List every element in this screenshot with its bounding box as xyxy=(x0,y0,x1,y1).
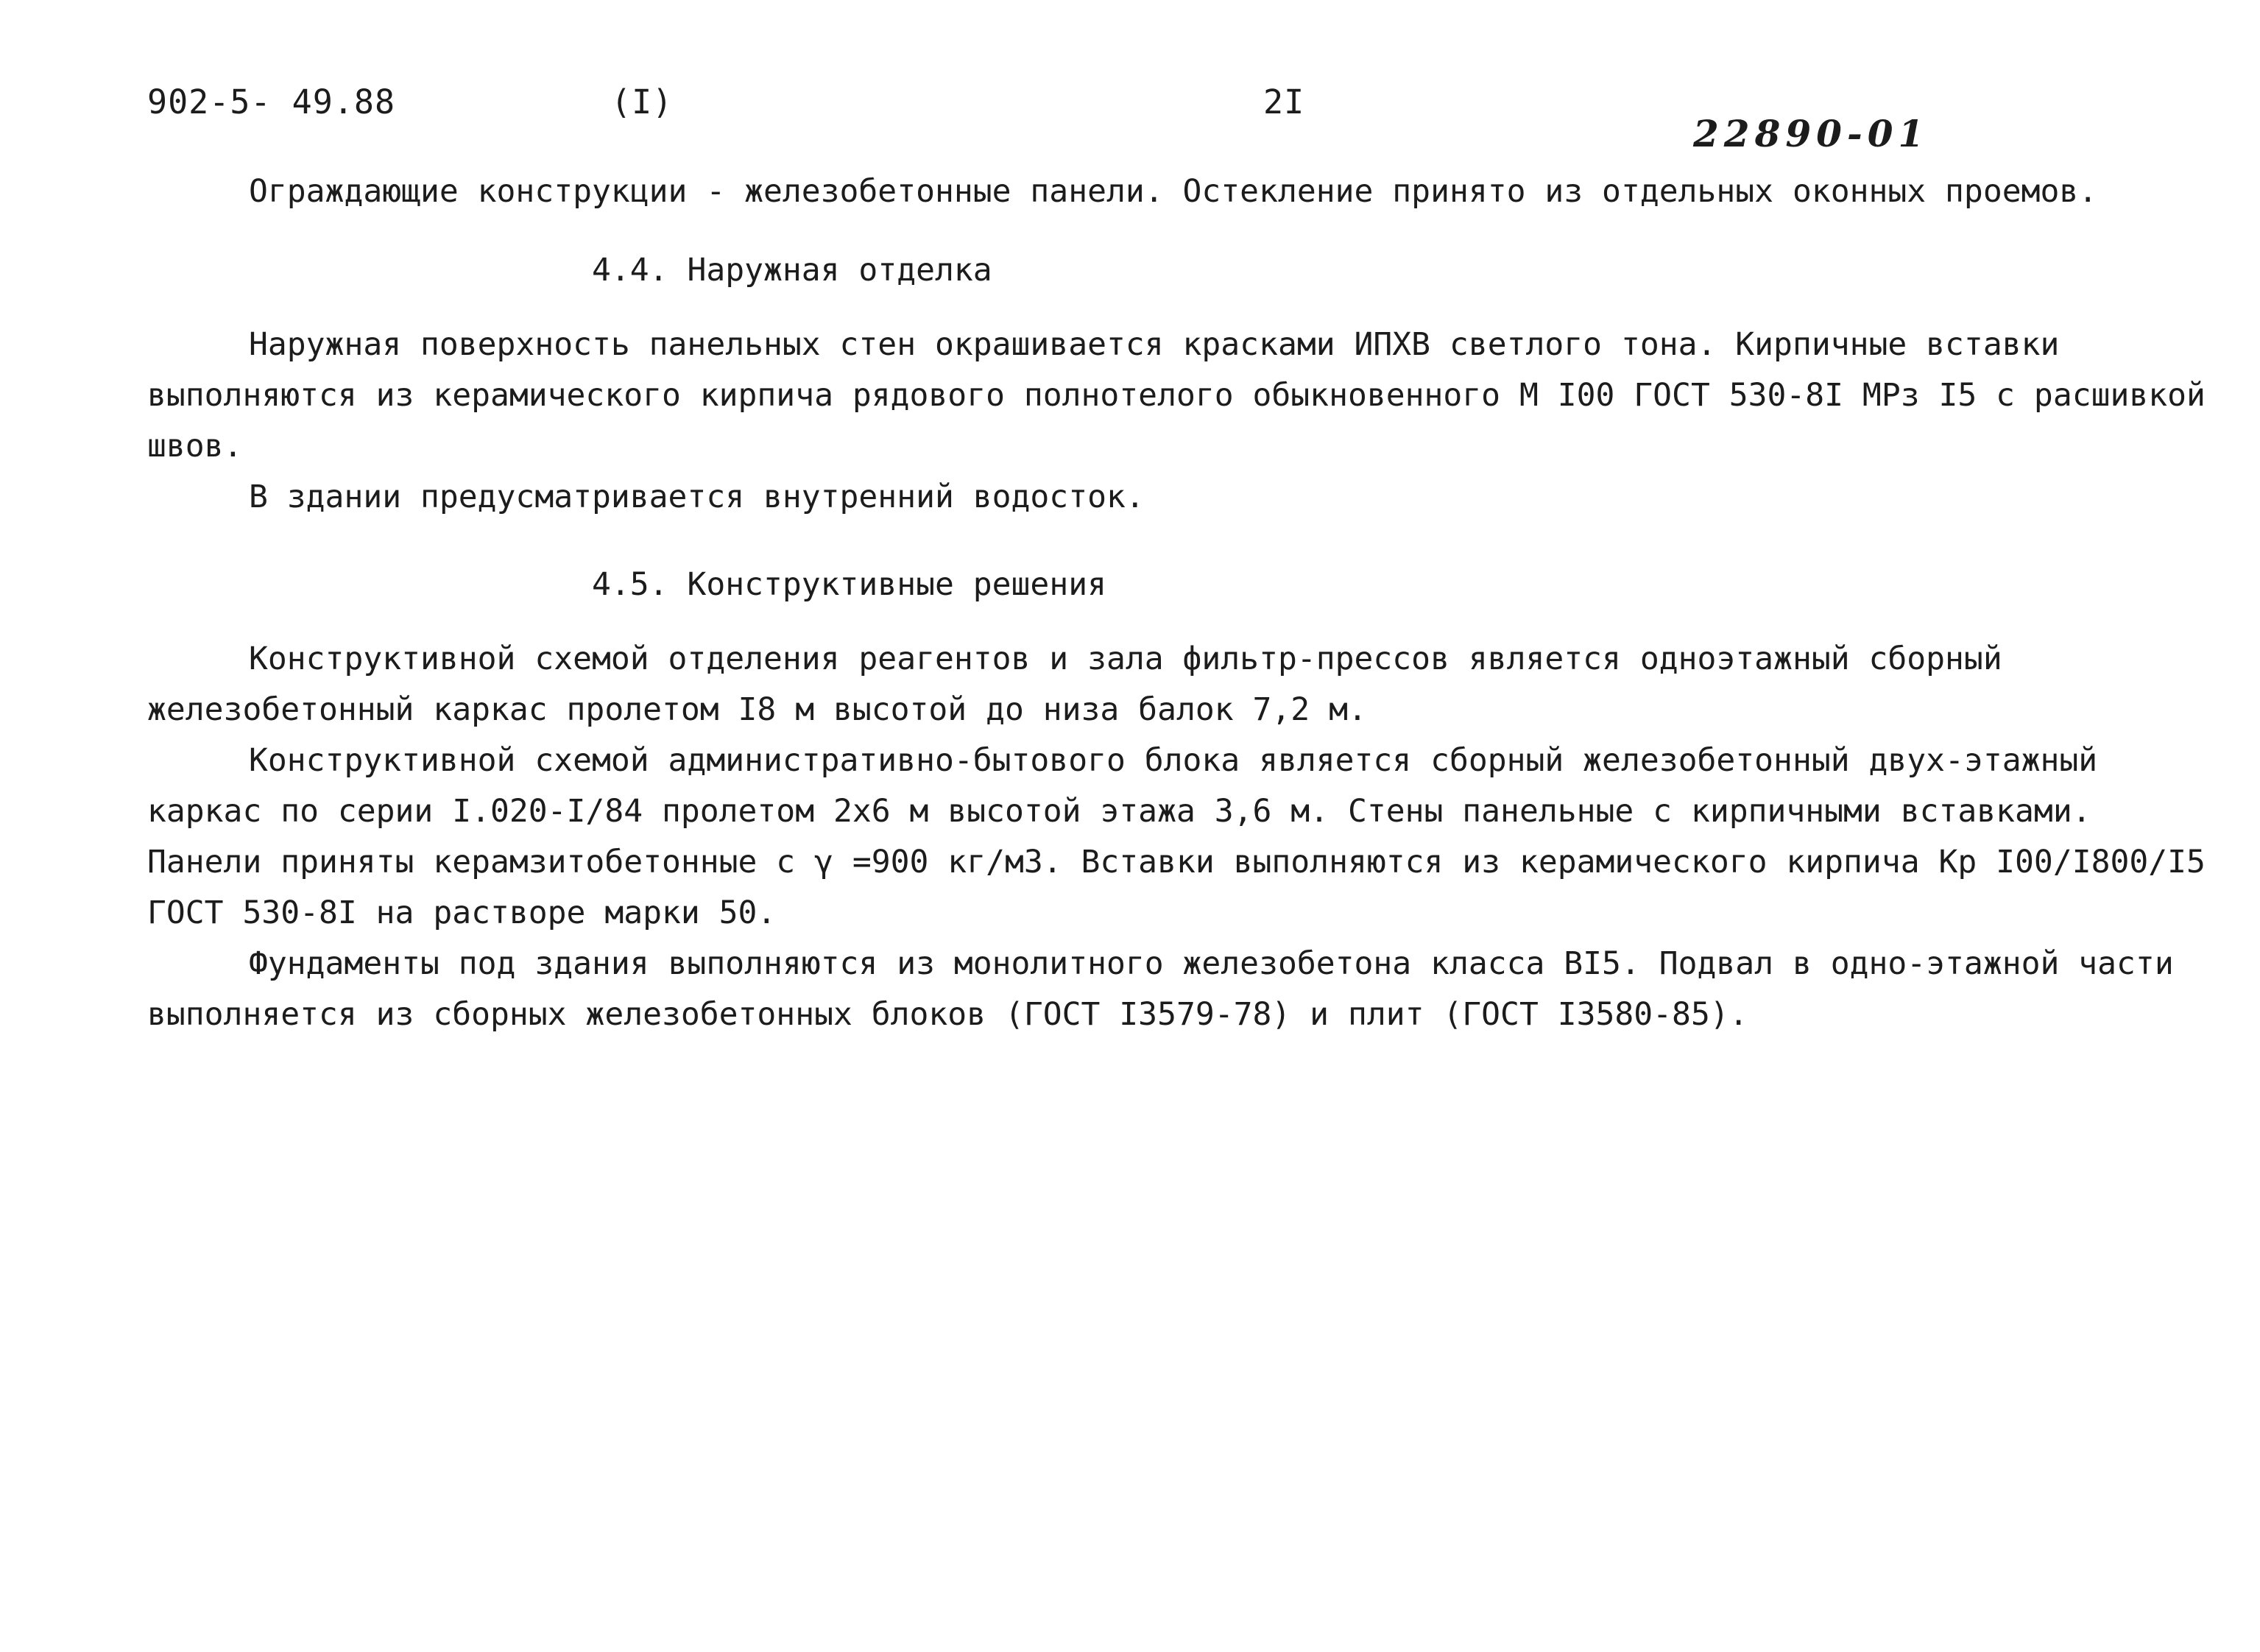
paragraph-4-5-3: Фундаменты под здания выполняются из монолитного железобетона класса ВI5. Подвал в одно-этажной части выполняется из сборных железобетонных блоков (ГОСТ I3579-78) и плит (ГОСТ I3580-85). xyxy=(147,945,2174,1033)
paragraph-4-5-2: Конструктивной схемой административно-бытового блока является сборный железобетонный двух-этажный каркас по серии I.020-I/84 пролетом 2х6 м высотой этажа 3,6 м. Стены панельные с кирпичными вставками. Панели приняты керамзитобетонные с γ =900 кг/м3. Вставки выполняются из керамического кирпича Кр I00/I800/I5 ГОСТ 530-8I на растворе марки 50. xyxy=(147,742,2206,931)
document-code: 902-5- 49.88 xyxy=(147,82,396,121)
paragraph-4-4-2: В здании предусматривается внутренний водосток. xyxy=(249,479,1145,515)
paragraph-4-5-1: Конструктивной схемой отделения реагентов и зала фильтр-прессов является одноэтажный сборный железобетонный каркас пролетом I8 м высотой до низа балок 7,2 м. xyxy=(147,640,2002,728)
handwritten-archive-number: 22890-01 xyxy=(1693,112,1929,155)
paragraph-4-4-1: Наружная поверхность панельных стен окрашивается красками ИПХВ светлого тона. Кирпичные вставки выполняются из керамического кирпича рядового полнотелого обыкновенного М I00 ГОСТ 530-8I МРз I5 с расшивкой швов. xyxy=(147,326,2206,465)
document-body xyxy=(147,166,2208,1040)
page-number: 2I xyxy=(1263,82,1305,121)
sheet-index: (I) xyxy=(611,82,674,121)
section-heading-4-5: 4.5. Конструктивные решения xyxy=(592,566,1106,603)
intro-paragraph: Ограждающие конструкции - железобетонные панели. Остекление принято из отдельных оконных проемов. xyxy=(249,173,2098,210)
section-heading-4-4: 4.4. Наружная отделка xyxy=(592,252,992,289)
